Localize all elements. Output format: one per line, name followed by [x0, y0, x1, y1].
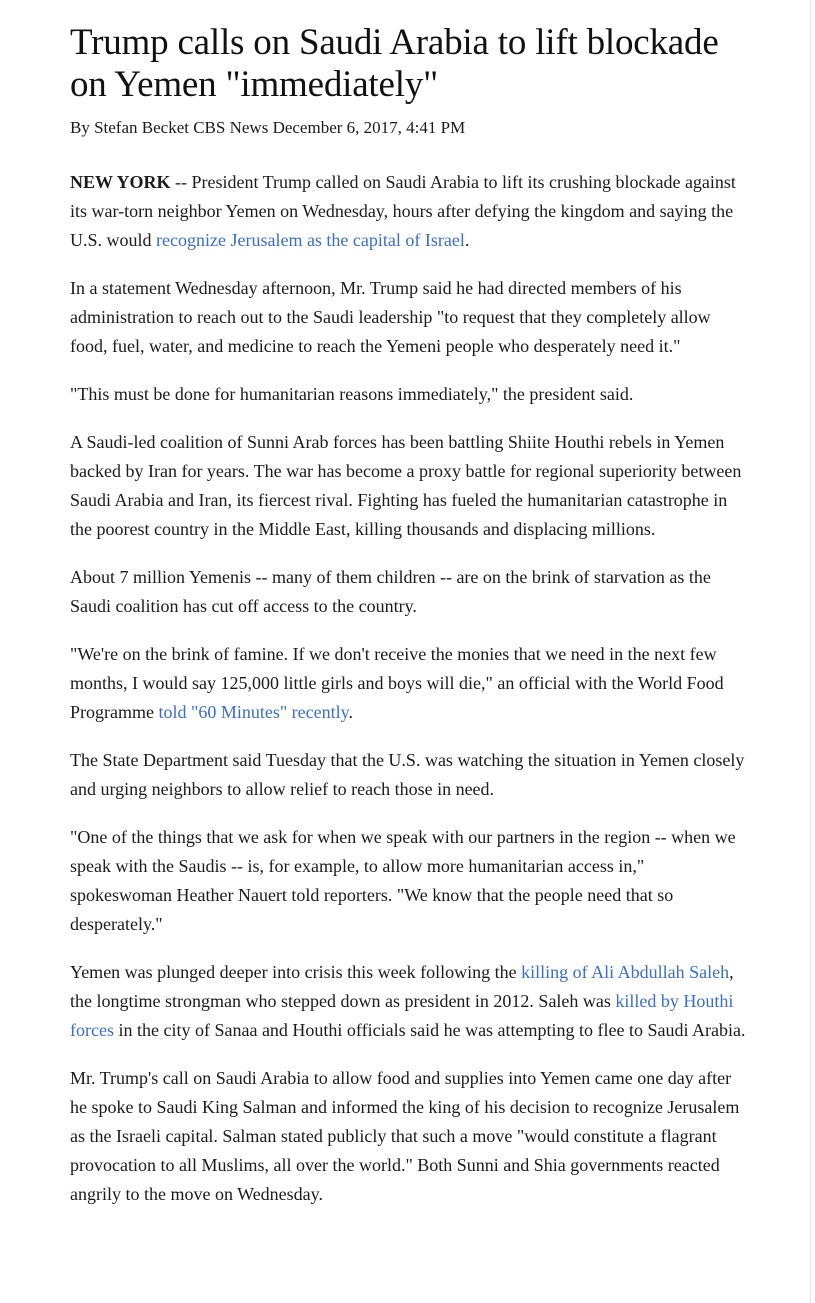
link-jerusalem-capital[interactable]: recognize Jerusalem as the capital of Israel: [156, 230, 465, 250]
paragraph-3: "This must be done for humanitarian reasons immediately," the president said.: [70, 384, 634, 404]
paragraph-1-end: .: [464, 230, 470, 250]
paragraph-6-text: "We're on the brink of famine. If we don't receive the monies that we need in the next few months, I would say 125,000 little girls and boys will die," an official with the World Food Programme: [70, 644, 724, 722]
paragraph-5: About 7 million Yemenis -- many of them children -- are on the brink of starvation as the Saudi coalition has cut off access to the country.: [70, 567, 711, 616]
paragraph-9-text-3: in the city of Sanaa and Houthi officials said he was attempting to flee to Saudi Arabia.: [113, 1020, 746, 1040]
article: [70, 22, 750, 1228]
paragraph-9: [70, 958, 750, 1045]
paragraph-9-text-1: Yemen was plunged deeper into crisis this week following the: [70, 962, 522, 982]
paragraph-4: A Saudi-led coalition of Sunni Arab forces has been battling Shiite Houthi rebels in Yemen backed by Iran for years. The war has become a proxy battle for regional superiority between Saudi Arabia and Iran, its fiercest rival. Fighting has fueled the humanitarian catastrophe in the poorest country in the Middle East, killing thousands and displacing millions.: [70, 432, 742, 539]
paragraph-6-end: .: [348, 702, 353, 722]
paragraph-6: [70, 640, 750, 727]
paragraph-1: [70, 168, 750, 255]
link-killing-of-saleh[interactable]: killing of Ali Abdullah Saleh: [521, 962, 730, 982]
paragraph-2: In a statement Wednesday afternoon, Mr. Trump said he had directed members of his administration to reach out to the Saudi leadership "to request that they completely allow food, fuel, water, and medicine to reach the Yemeni people who desperately need it.": [70, 278, 711, 356]
headline: Trump calls on Saudi Arabia to lift blockade on Yemen "immediately": [70, 22, 719, 105]
link-killed-by-houthi[interactable]: killed by Houthi forces: [70, 991, 734, 1040]
paragraph-8: "One of the things that we ask for when we speak with our partners in the region -- when we speak with the Saudis -- is, for example, to allow more humanitarian access in," spokeswoman Heather Nauert told reporters. "We know that the people need that so desperately.": [70, 827, 736, 934]
link-60-minutes[interactable]: told "60 Minutes" recently: [158, 702, 349, 722]
paragraph-9-text-2: , the longtime strongman who stepped down as president in 2012. Saleh was: [70, 962, 734, 1011]
paragraph-1-text: -- President Trump called on Saudi Arabia to lift its crushing blockade against its war-torn neighbor Yemen on Wednesday, hours after defying the kingdom and saying the U.S. would: [70, 172, 736, 250]
paragraph-7: The State Department said Tuesday that the U.S. was watching the situation in Yemen closely and urging neighbors to allow relief to reach those in need.: [70, 750, 745, 799]
article-body: [70, 168, 750, 1209]
byline: By Stefan Becket CBS News December 6, 2017, 4:41 PM: [70, 118, 466, 137]
paragraph-10: Mr. Trump's call on Saudi Arabia to allow food and supplies into Yemen came one day after he spoke to Saudi King Salman and informed the king of his decision to recognize Jerusalem as the Israeli capital. Salman stated publicly that such a move "would constitute a flagrant provocation to all Muslims, all over the world." Both Sunni and Shia governments reacted angrily to the move on Wednesday.: [70, 1068, 740, 1204]
dateline: NEW YORK: [70, 172, 171, 192]
